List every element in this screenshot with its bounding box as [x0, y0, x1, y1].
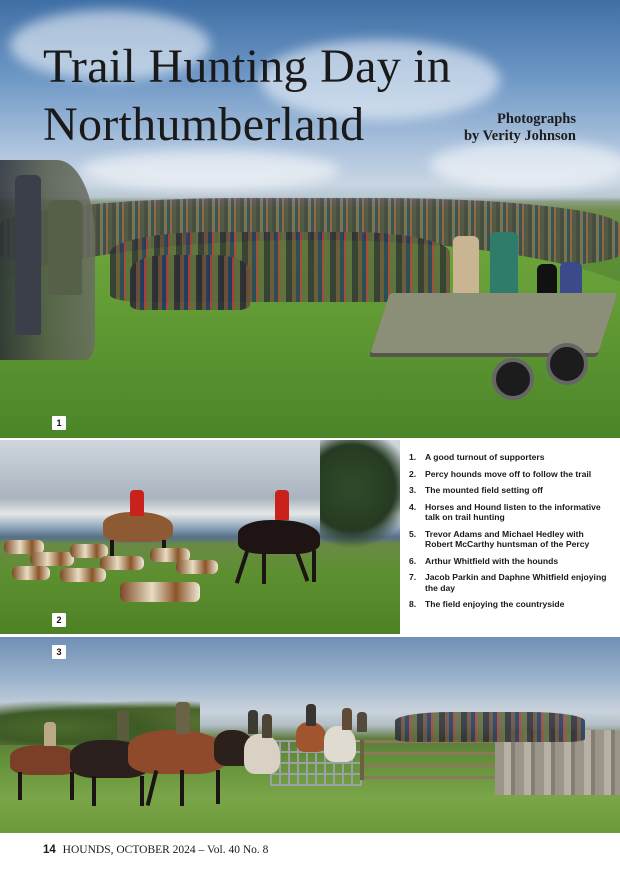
- photo-number-1: 1: [52, 416, 66, 430]
- photo-number-3: 3: [52, 645, 66, 659]
- title-line-2: Northumberland: [43, 98, 365, 151]
- article-title: [43, 38, 451, 154]
- caption-item: 6. Arthur Whitfield with the hounds: [409, 555, 559, 566]
- caption-item: 8. The field enjoying the countryside: [409, 599, 565, 609]
- title-line-1: Trail Hunting Day in: [43, 40, 452, 93]
- trailer-stage: [370, 293, 617, 353]
- page-number: 14: [43, 844, 56, 856]
- publication-info: HOUNDS, OCTOBER 2024 – Vol. 40 No. 8: [62, 844, 269, 856]
- caption-item: 3. The mounted field setting off: [409, 485, 543, 495]
- photo-hounds-move-off: [0, 440, 400, 634]
- caption-item: 1. A good turnout of supporters: [409, 452, 545, 462]
- caption-item: 2. Percy hounds move off to follow the trail: [409, 468, 592, 479]
- photo-credit: [464, 111, 576, 145]
- page-footer: [43, 844, 268, 856]
- credit-line-2: by Verity Johnson: [463, 128, 576, 144]
- caption-item: 5. Trevor Adams and Michael Hedley with Robert McCarthy huntsman of the Percy: [409, 528, 590, 549]
- photo-captions: [409, 452, 609, 616]
- photo-number-2: 2: [52, 613, 66, 627]
- credit-line-1: Photographs: [497, 111, 576, 127]
- caption-item: 4. Horses and Hound listen to the informative talk on trail hunting: [409, 501, 601, 522]
- caption-item: 7. Jacob Parkin and Daphne Whitfield enjoying the day: [409, 572, 607, 593]
- photo-supporters-crowd: [0, 0, 620, 438]
